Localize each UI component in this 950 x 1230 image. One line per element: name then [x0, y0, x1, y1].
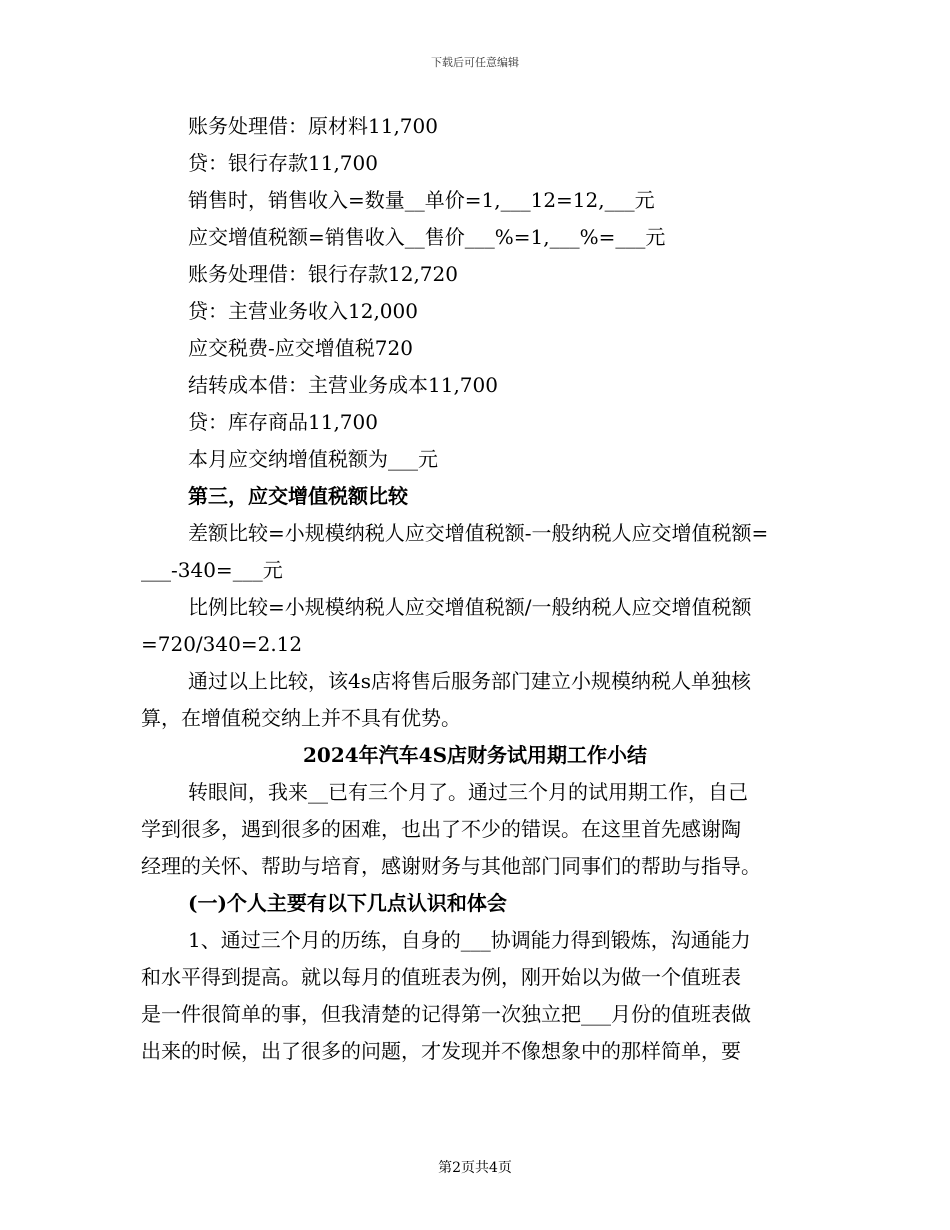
text-line: 1、通过三个月的历练，自身的___协调能力得到锻炼，沟通能力 [188, 928, 751, 952]
text-line: 应交税费-应交增值税720 [188, 336, 413, 360]
section-heading: 第三，应交增值税额比较 [188, 484, 408, 508]
page-header: 下载后可任意编辑 [431, 56, 519, 69]
text-line: 出来的时候，出了很多的问题，才发现并不像想象中的那样简单，要 [141, 1039, 741, 1063]
text-line: 账务处理借：银行存款12,720 [188, 262, 458, 286]
text-line: 学到很多，遇到很多的困难，也出了不少的错误。在这里首先感谢陶 [141, 817, 741, 841]
text-line: 贷：库存商品11,700 [188, 410, 378, 434]
text-line: 通过以上比较，该4s店将售后服务部门建立小规模纳税人单独核 [188, 669, 751, 693]
text-line: 结转成本借：主营业务成本11,700 [188, 373, 498, 397]
text-line: 是一件很简单的事，但我清楚的记得第一次独立把___月份的值班表做 [141, 1002, 751, 1026]
text-line: 差额比较=小规模纳税人应交增值税额-一般纳税人应交增值税额= [188, 521, 769, 545]
text-line: =720/340=2.12 [141, 632, 303, 656]
text-line: 应交增值税额=销售收入__售价___%=1,___%=___元 [188, 225, 666, 249]
text-line: 销售时，销售收入=数量__单价=1,___12=12,___元 [188, 188, 655, 212]
text-line: 贷：银行存款11,700 [188, 151, 378, 175]
text-line: 转眼间，我来__已有三个月了。通过三个月的试用期工作，自己 [188, 780, 748, 804]
text-line: 经理的关怀、帮助与培育，感谢财务与其他部门同事们的帮助与指导。 [141, 854, 761, 878]
text-line: 比例比较=小规模纳税人应交增值税额/一般纳税人应交增值税额 [188, 595, 752, 619]
text-line: ___-340=___元 [141, 558, 283, 582]
text-line: 贷：主营业务收入12,000 [188, 299, 418, 323]
text-line: 算，在增值税交纳上并不具有优势。 [141, 706, 461, 730]
document-body [141, 108, 809, 1070]
text-line: 和水平得到提高。就以每月的值班表为例，刚开始以为做一个值班表 [141, 965, 741, 989]
page-footer: 第2页共4页 [438, 1160, 512, 1176]
text-line: 本月应交纳增值税额为___元 [188, 447, 438, 471]
section-heading: (一)个人主要有以下几点认识和体会 [188, 891, 507, 915]
document-title: 2024年汽车4S店财务试用期工作小结 [302, 743, 648, 767]
text-line: 账务处理借：原材料11,700 [188, 114, 438, 138]
